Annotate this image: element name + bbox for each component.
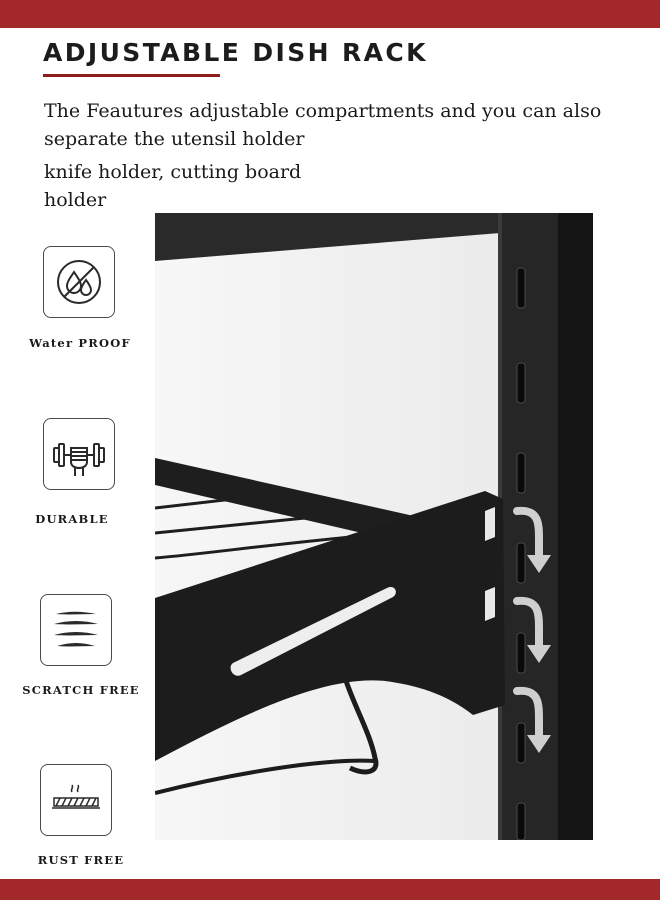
page-title: ADJUSTABLE DISH RACK [43, 38, 428, 67]
dish-rack-product-photo [155, 213, 593, 840]
top-red-band [0, 0, 660, 28]
bottom-red-band [0, 879, 660, 900]
feature-label-durable: DURABLE [35, 512, 109, 526]
feature-label-rust-free: RUST FREE [37, 853, 125, 867]
scratch-marks-icon [48, 604, 104, 656]
feature-label-scratch-free: SCRATCH FREE [22, 683, 140, 697]
description-line-2: knife holder, cutting board holder [44, 161, 302, 211]
feature-label-water-proof: Water PROOF [29, 336, 131, 350]
dumbbell-fist-icon [51, 428, 107, 480]
rusted-surface-icon [48, 774, 104, 826]
water-proof-icon-box [43, 246, 115, 318]
rust-free-icon-box [40, 764, 112, 836]
durable-icon-box [43, 418, 115, 490]
scratch-free-icon-box [40, 594, 112, 666]
title-underline [43, 74, 220, 77]
description-line-1: The Feautures adjustable compartments and you can also separate the utensil holder [44, 100, 602, 150]
no-water-drops-icon [53, 256, 105, 308]
